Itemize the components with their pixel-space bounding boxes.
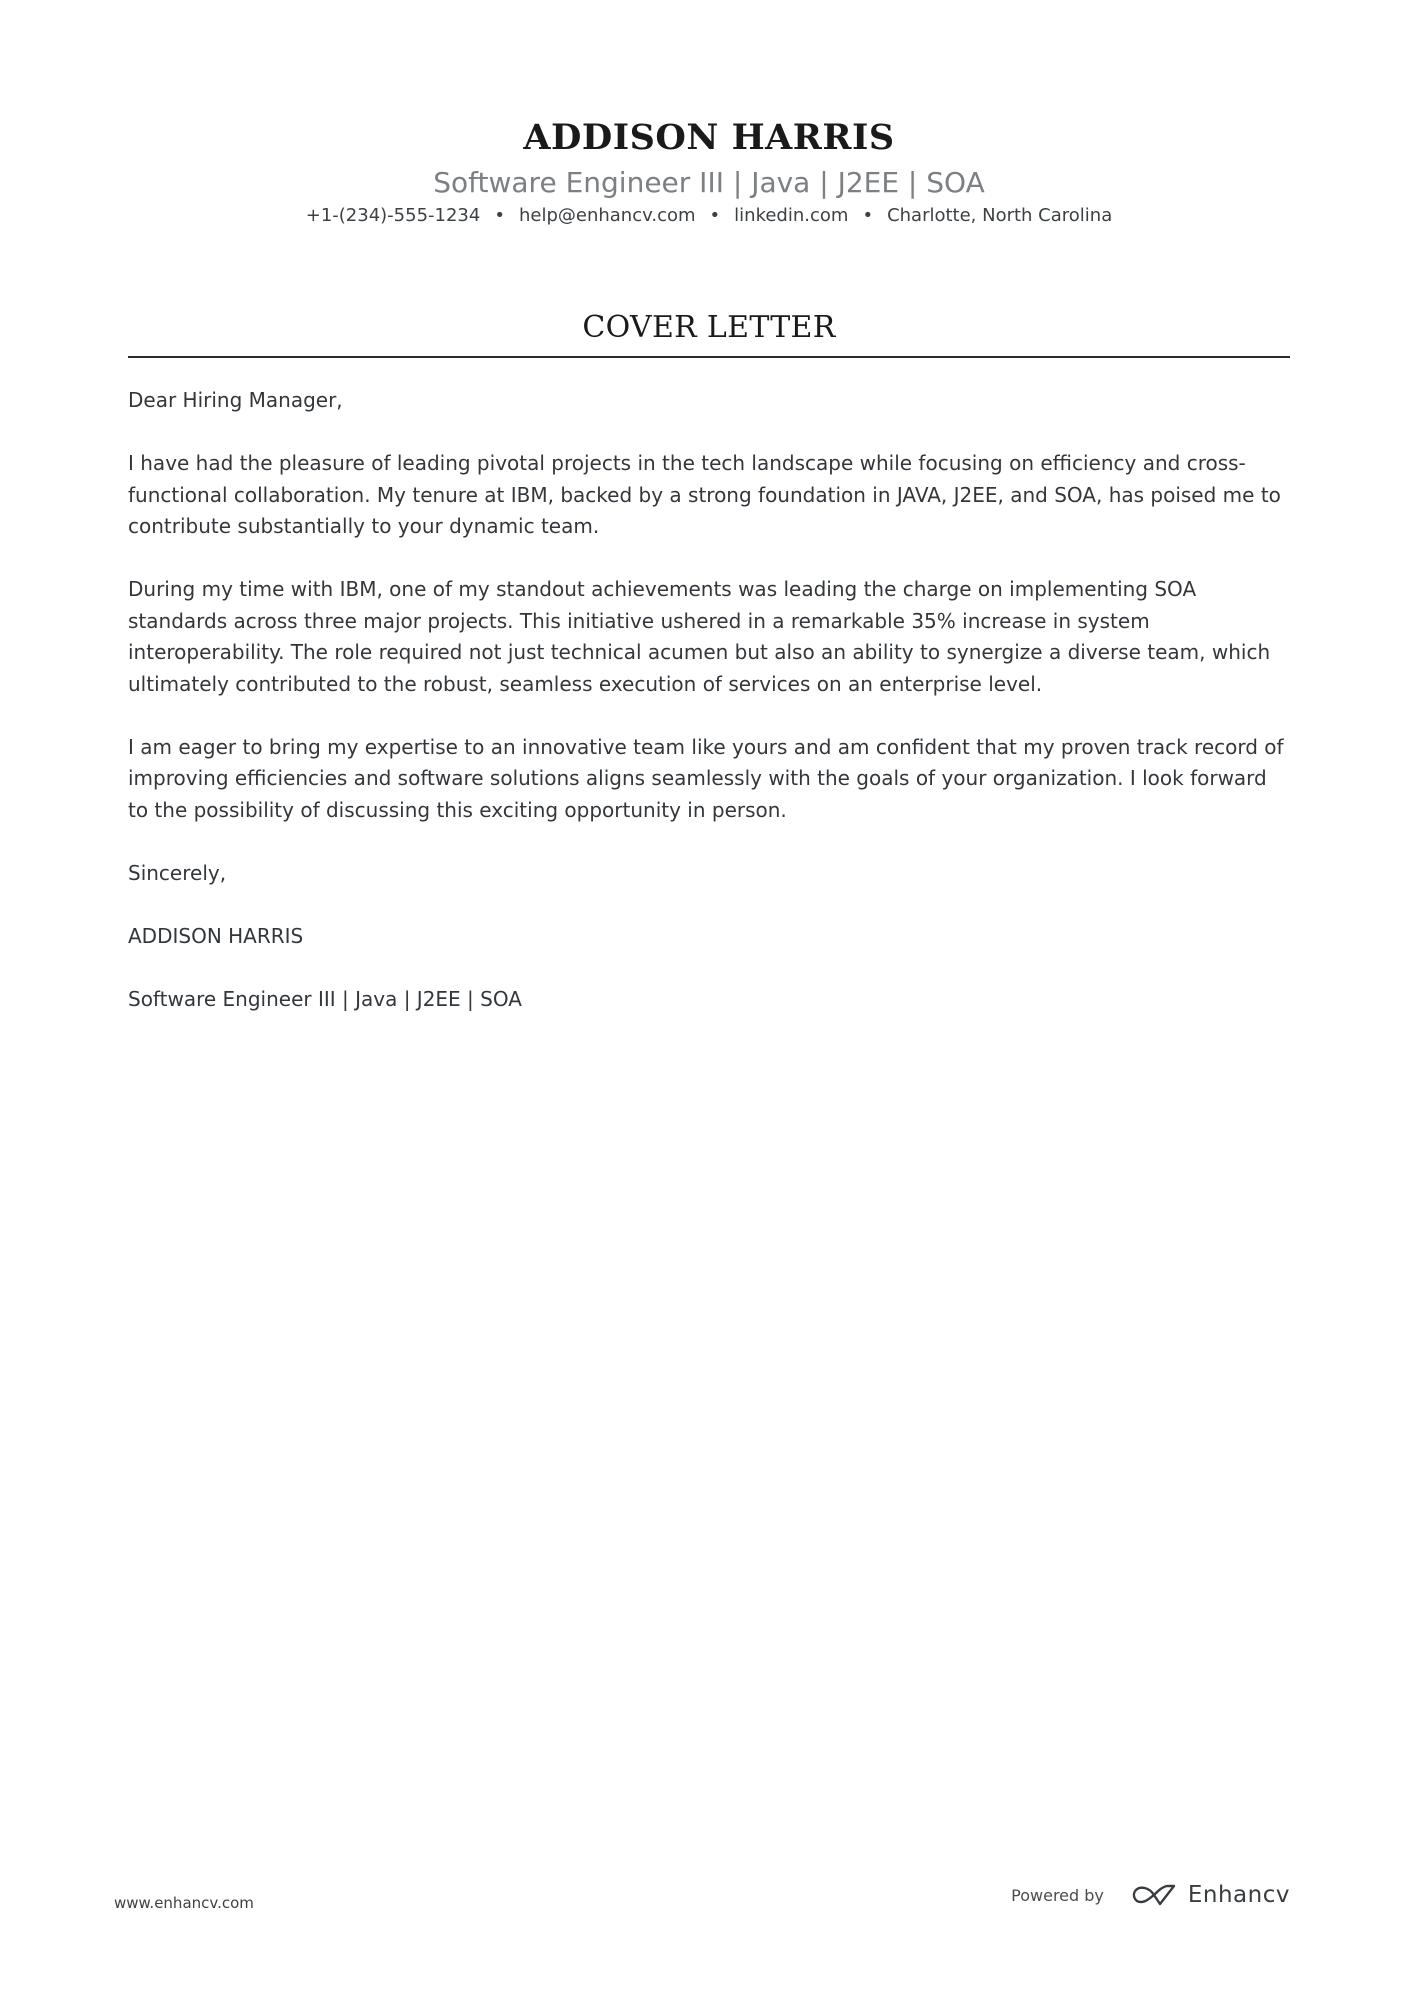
footer-branding bbox=[1011, 1882, 1290, 1908]
signature-title: Software Engineer III | Java | J2EE | SOA bbox=[128, 986, 522, 1011]
contact-email[interactable]: help@enhancv.com bbox=[518, 205, 696, 226]
enhancv-logo[interactable] bbox=[1130, 1882, 1290, 1908]
letter-paragraph: I have had the pleasure of leading pivotal projects in the tech landscape while focusing on efficiency and cross-functional collaboration. My tenure at IBM, backed by a strong foundation in JAVA, J2EE, and SOA, has poised me to contribute substantially to your dynamic team. bbox=[128, 451, 1281, 538]
candidate-name: ADDISON HARRIS bbox=[523, 117, 895, 158]
footer-website[interactable]: www.enhancv.com bbox=[114, 1894, 254, 1912]
contact-line bbox=[128, 202, 1290, 230]
letter-paragraph: I am eager to bring my expertise to an innovative team like yours and am confident that my proven track record of improving efficiencies and software solutions aligns seamlessly with the goals of your organization. I look forward to the possibility of discussing this exciting opportunity in person. bbox=[128, 734, 1284, 822]
enhancv-logo-icon bbox=[1130, 1882, 1178, 1908]
letter-body bbox=[128, 385, 1290, 1047]
contact-separator: • bbox=[709, 205, 721, 226]
brand-name: Enhancv bbox=[1187, 1882, 1290, 1908]
contact-location: Charlotte, North Carolina bbox=[887, 205, 1113, 226]
signature-name: ADDISON HARRIS bbox=[128, 923, 304, 948]
section-divider bbox=[128, 356, 1290, 358]
contact-linkedin[interactable]: linkedin.com bbox=[734, 205, 849, 226]
candidate-headline: Software Engineer III | Java | J2EE | SOA bbox=[433, 166, 985, 199]
powered-by-label: Powered by bbox=[1011, 1885, 1104, 1905]
section-title: COVER LETTER bbox=[582, 310, 836, 345]
contact-separator: • bbox=[862, 205, 874, 226]
letter-greeting: Dear Hiring Manager, bbox=[128, 388, 343, 412]
letter-paragraph: During my time with IBM, one of my standout achievements was leading the charge on implementing SOA standards across three major projects. This initiative ushered in a remarkable 35% increase in system interoperability. The role required not just technical acumen but also an ability to synergize a diverse team, which ultimately contributed to the robust, seamless execution of services on an enterprise level. bbox=[128, 577, 1271, 696]
contact-phone: +1-(234)-555-1234 bbox=[305, 205, 481, 226]
resume-header bbox=[128, 112, 1290, 230]
contact-separator: • bbox=[494, 205, 505, 226]
letter-closing: Sincerely, bbox=[128, 860, 227, 885]
